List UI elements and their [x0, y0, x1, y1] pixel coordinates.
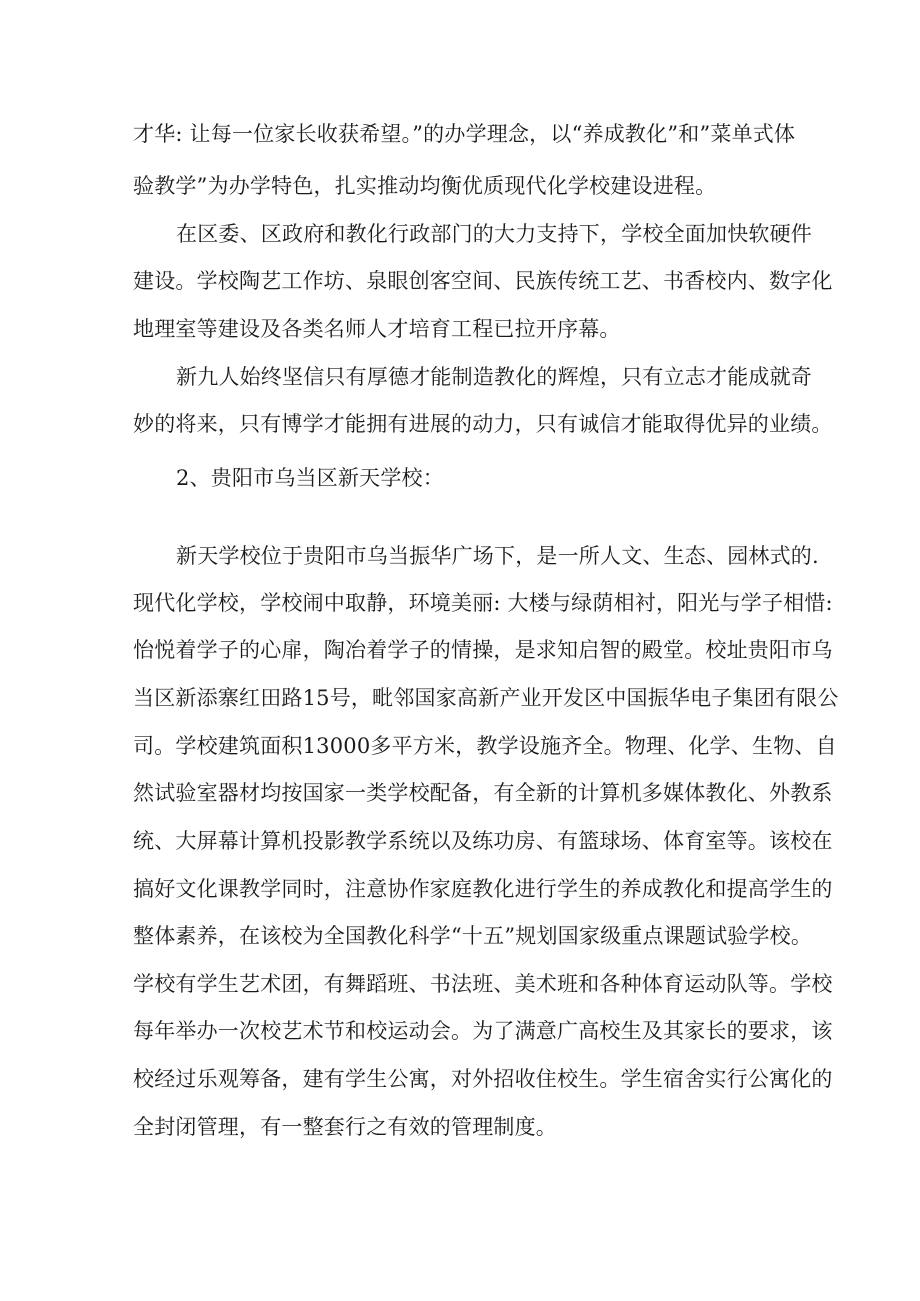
- text-line: 验教学”为办学特色，扎实推动均衡优质现代化学校建设进程。: [133, 174, 717, 198]
- section-heading: 2、贵阳市乌当区新天学校：: [176, 466, 444, 490]
- text-line: 然试验室器材均按国家一类学校配备，有全新的计算机多媒体教化、外教系: [133, 781, 833, 805]
- text-line: 地理室等建设及各类名师人才培育工程已拉开序幕。: [133, 317, 621, 341]
- text-line: 建设。学校陶艺工作坊、泉眼创客空间、民族传统工艺、书香校内、数字化: [133, 269, 833, 293]
- text-line: 整体素养，在该校为全国教化科学“十五”规划国家级重点课题试验学校。: [133, 924, 813, 948]
- text-line: 每年举办一次校艺术节和校运动会。为了满意广高校生及其家长的要求，该: [133, 1019, 833, 1043]
- text-line: 当区新添寨红田路15号，毗邻国家高新产业开发区中国振华电子集团有限公: [133, 686, 839, 710]
- text-line: 统、大屏幕计算机投影教学系统以及练功房、有篮球场、体育室等。该校在: [133, 829, 833, 853]
- text-line: 搞好文化课教学同时，注意协作家庭教化进行学生的养成教化和提高学生的: [133, 877, 833, 901]
- text-line: 妙的将来，只有博学才能拥有进展的动力，只有诚信才能取得优异的业绩。: [133, 412, 833, 436]
- text-line: 在区委、区政府和教化行政部门的大力支持下，学校全面加快软硬件: [176, 222, 812, 246]
- text-line: 校经过乐观筹备，建有学生公寓，对外招收住校生。学生宿舍实行公寓化的: [133, 1067, 833, 1091]
- text-line: 怡悦着学子的心扉，陶冶着学子的情操，是求知启智的殿堂。校址贵阳市乌: [133, 638, 833, 662]
- text-line: 新九人始终坚信只有厚德才能制造教化的辉煌，只有立志才能成就奇: [176, 365, 812, 389]
- text-line: 新天学校位于贵阳市乌当振华广场下，是一所人文、生态、园林式的.: [176, 544, 819, 568]
- text-line: 才华: 让每一位家长收获希望。”的办学理念，以“养成教化”和”菜单式体: [133, 122, 796, 146]
- text-line: 现代化学校，学校闹中取静，环境美丽: 大楼与绿荫相衬，阳光与学子相惜:: [133, 591, 833, 615]
- text-line: 司。学校建筑面积13000多平方米，教学设施齐全。物理、化学、生物、自: [133, 734, 837, 758]
- text-line: 学校有学生艺术团，有舞蹈班、书法班、美术班和各种体育运动队等。学校: [133, 972, 833, 996]
- text-line: 全封闭管理，有一整套行之有效的管理制度。: [133, 1115, 557, 1139]
